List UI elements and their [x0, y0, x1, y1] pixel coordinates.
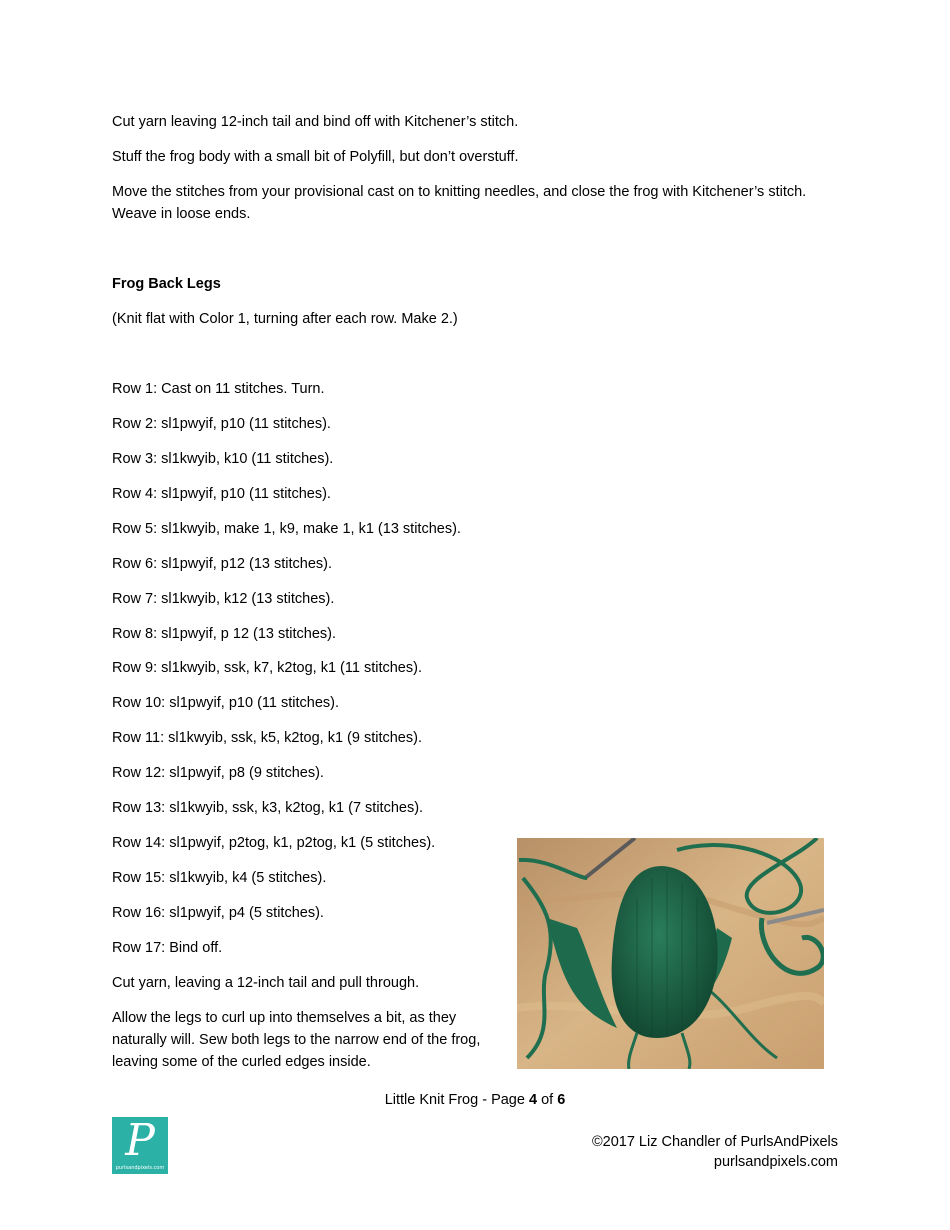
footer-title: Little Knit Frog - Page	[384, 1092, 529, 1108]
purlsandpixels-logo	[112, 1117, 168, 1174]
row-instruction: Row 10: sl1pwyif, p10 (11 stitches).	[112, 695, 339, 711]
row-instruction: Row 16: sl1pwyif, p4 (5 stitches).	[112, 905, 324, 921]
row-instruction: Row 4: sl1pwyif, p10 (11 stitches).	[112, 486, 331, 502]
row-instruction: Row 6: sl1pwyif, p12 (13 stitches).	[112, 556, 333, 572]
row-instruction: Row 11: sl1kwyib, ssk, k5, k2tog, k1 (9 stitches).	[112, 730, 422, 746]
row-instruction: Row 13: sl1kwyib, ssk, k3, k2tog, k1 (7 stitches).	[112, 800, 424, 816]
total-pages: 6	[557, 1092, 566, 1108]
paragraph-cut-yarn: Cut yarn, leaving a 12-inch tail and pull through.	[112, 975, 420, 991]
row-instruction: Row 8: sl1pwyif, p 12 (13 stitches).	[112, 626, 337, 642]
row-instruction: Row 5: sl1kwyib, make 1, k9, make 1, k1 (13 stitches).	[112, 521, 461, 537]
row-instruction: Row 7: sl1kwyib, k12 (13 stitches).	[112, 591, 335, 607]
section-note: (Knit flat with Color 1, turning after each row. Make 2.)	[112, 311, 458, 327]
footer-of: of	[537, 1092, 558, 1108]
row-instruction: Row 12: sl1pwyif, p8 (9 stitches).	[112, 765, 324, 781]
row-instruction: Row 17: Bind off.	[112, 940, 223, 956]
paragraph-bind-off: Cut yarn leaving 12-inch tail and bind off with Kitchener’s stitch.	[112, 114, 519, 130]
row-instruction: Row 15: sl1kwyib, k4 (5 stitches).	[112, 870, 327, 886]
logo-letter: P	[125, 1117, 155, 1166]
page-footer	[0, 1089, 950, 1111]
section-heading: Frog Back Legs	[112, 276, 221, 292]
row-instruction: Row 9: sl1kwyib, ssk, k7, k2tog, k1 (11 stitches).	[112, 660, 422, 676]
knit-frog-illustration	[517, 838, 824, 1069]
website-link[interactable]: purlsandpixels.com	[713, 1154, 838, 1170]
logo-url: purlsandpixels.com	[115, 1165, 165, 1171]
knit-frog-photo	[517, 838, 824, 1069]
frog-body	[612, 866, 718, 1038]
current-page-number: 4	[528, 1092, 538, 1108]
row-instruction: Row 14: sl1pwyif, p2tog, k1, p2tog, k1 (5 stitches).	[112, 835, 436, 851]
row-instruction: Row 1: Cast on 11 stitches. Turn.	[112, 381, 325, 397]
copyright-block	[592, 1132, 838, 1172]
row-instruction: Row 3: sl1kwyib, k10 (11 stitches).	[112, 451, 334, 467]
row-instruction: Row 2: sl1pwyif, p10 (11 stitches).	[112, 416, 331, 432]
paragraph-close-frog: Move the stitches from your provisional cast on to knitting needles, and close the frog with Kitchener’s stitch. Weave in loose ends.	[112, 184, 807, 222]
paragraph-sew-legs: Allow the legs to curl up into themselves a bit, as they naturally will. Sew both legs to the narrow end of the frog, leaving some of the curled edges inside.	[112, 1010, 481, 1070]
copyright-text: ©2017 Liz Chandler of PurlsAndPixels	[591, 1134, 838, 1150]
paragraph-stuff: Stuff the frog body with a small bit of Polyfill, but don’t overstuff.	[112, 149, 519, 165]
